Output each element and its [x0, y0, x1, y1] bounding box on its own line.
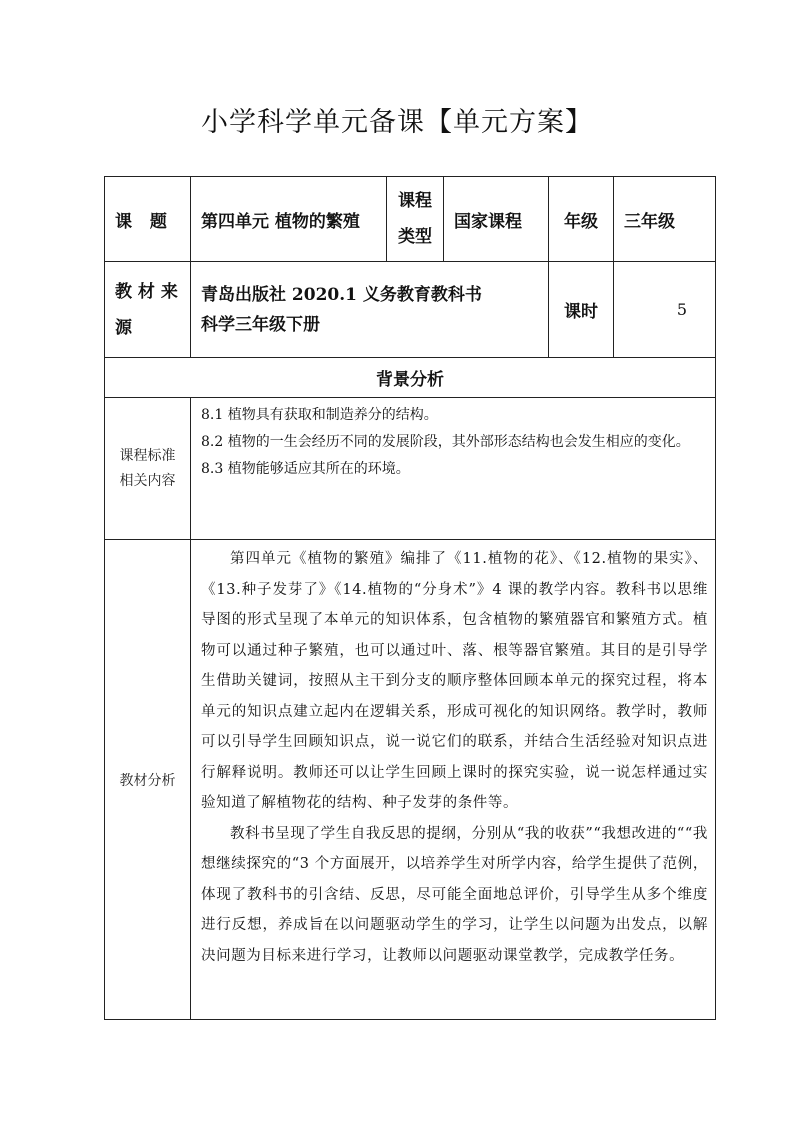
standards-content — [191, 398, 716, 540]
section-row-background — [105, 358, 716, 398]
hours-value: 5 — [614, 262, 716, 358]
grade-label: 年级 — [549, 177, 614, 262]
course-type-label: 课程 类型 — [387, 177, 444, 262]
analysis-label: 教材分析 — [105, 540, 191, 1020]
standard-item: 8.2 植物的一生会经历不同的发展阶段，其外部形态结构也会发生相应的变化。 — [201, 434, 690, 450]
topic-label: 课 题 — [105, 177, 191, 262]
grade-value: 三年级 — [614, 177, 716, 262]
background-section-title: 背景分析 — [105, 358, 716, 398]
standards-label: 课程标准 相关内容 — [105, 398, 191, 540]
topic-value: 第四单元 植物的繁殖 — [191, 177, 387, 262]
unit-plan-table — [104, 176, 716, 1020]
standards-row — [105, 398, 716, 540]
analysis-paragraph: 教科书呈现了学生自我反思的提纲，分别从“我的收获”“我想改进的““我想继续探究的“3 个方面展开，以培养学生对所学内容，给学生提供了范例，体现了教科书的引含结、反思，尽可能全面地总评价，引导学生从多个维度进行反想，养成旨在以问题驱动学生的学习，让学生以问题为出发点，以解决问题为目标来进行学习，让教师以问题驱动课堂教学，完成教学任务。 — [201, 825, 708, 964]
analysis-content — [191, 540, 716, 1020]
hours-label: 课时 — [549, 262, 614, 358]
analysis-paragraph: 第四单元《植物的繁殖》编排了《11.植物的花》、《12.植物的果实》、《13.种子发芽了》《14.植物的“分身术”》4 课的教学内容。教科书以思维导图的形式呈现了本单元的知识体系，包含植物的繁殖器官和繁殖方式。植物可以通过种子繁殖，也可以通过叶、落、根等器官繁殖。其目的是引导学生借助关键词，按照从主干到分支的顺序整体回顾本单元的探究过程，将本单元的知识点建立起内在逻辑关系，形成可视化的知识网络。教学时，教师可以引导学生回顾知识点，说一说它们的联系，并结合生活经验对知识点进行解释说明。教师还可以让学生回顾上课时的探究实验，说一说怎样通过实验知道了解植物花的结构、种子发芽的条件等。 — [201, 551, 708, 811]
standard-item: 8.3 植物能够适应其所在的环境。 — [201, 461, 410, 477]
analysis-row — [105, 540, 716, 1020]
course-type-value: 国家课程 — [444, 177, 549, 262]
header-row-topic — [105, 177, 716, 262]
source-label: 教 材 来 源 — [105, 262, 191, 358]
standard-item: 8.1 植物具有获取和制造养分的结构。 — [201, 407, 438, 423]
source-value: 青岛出版社 2020.1 义务教育教科书 科学三年级下册 — [191, 262, 549, 358]
page-title: 小学科学单元备课【单元方案】 — [201, 107, 593, 138]
header-row-source — [105, 262, 716, 358]
